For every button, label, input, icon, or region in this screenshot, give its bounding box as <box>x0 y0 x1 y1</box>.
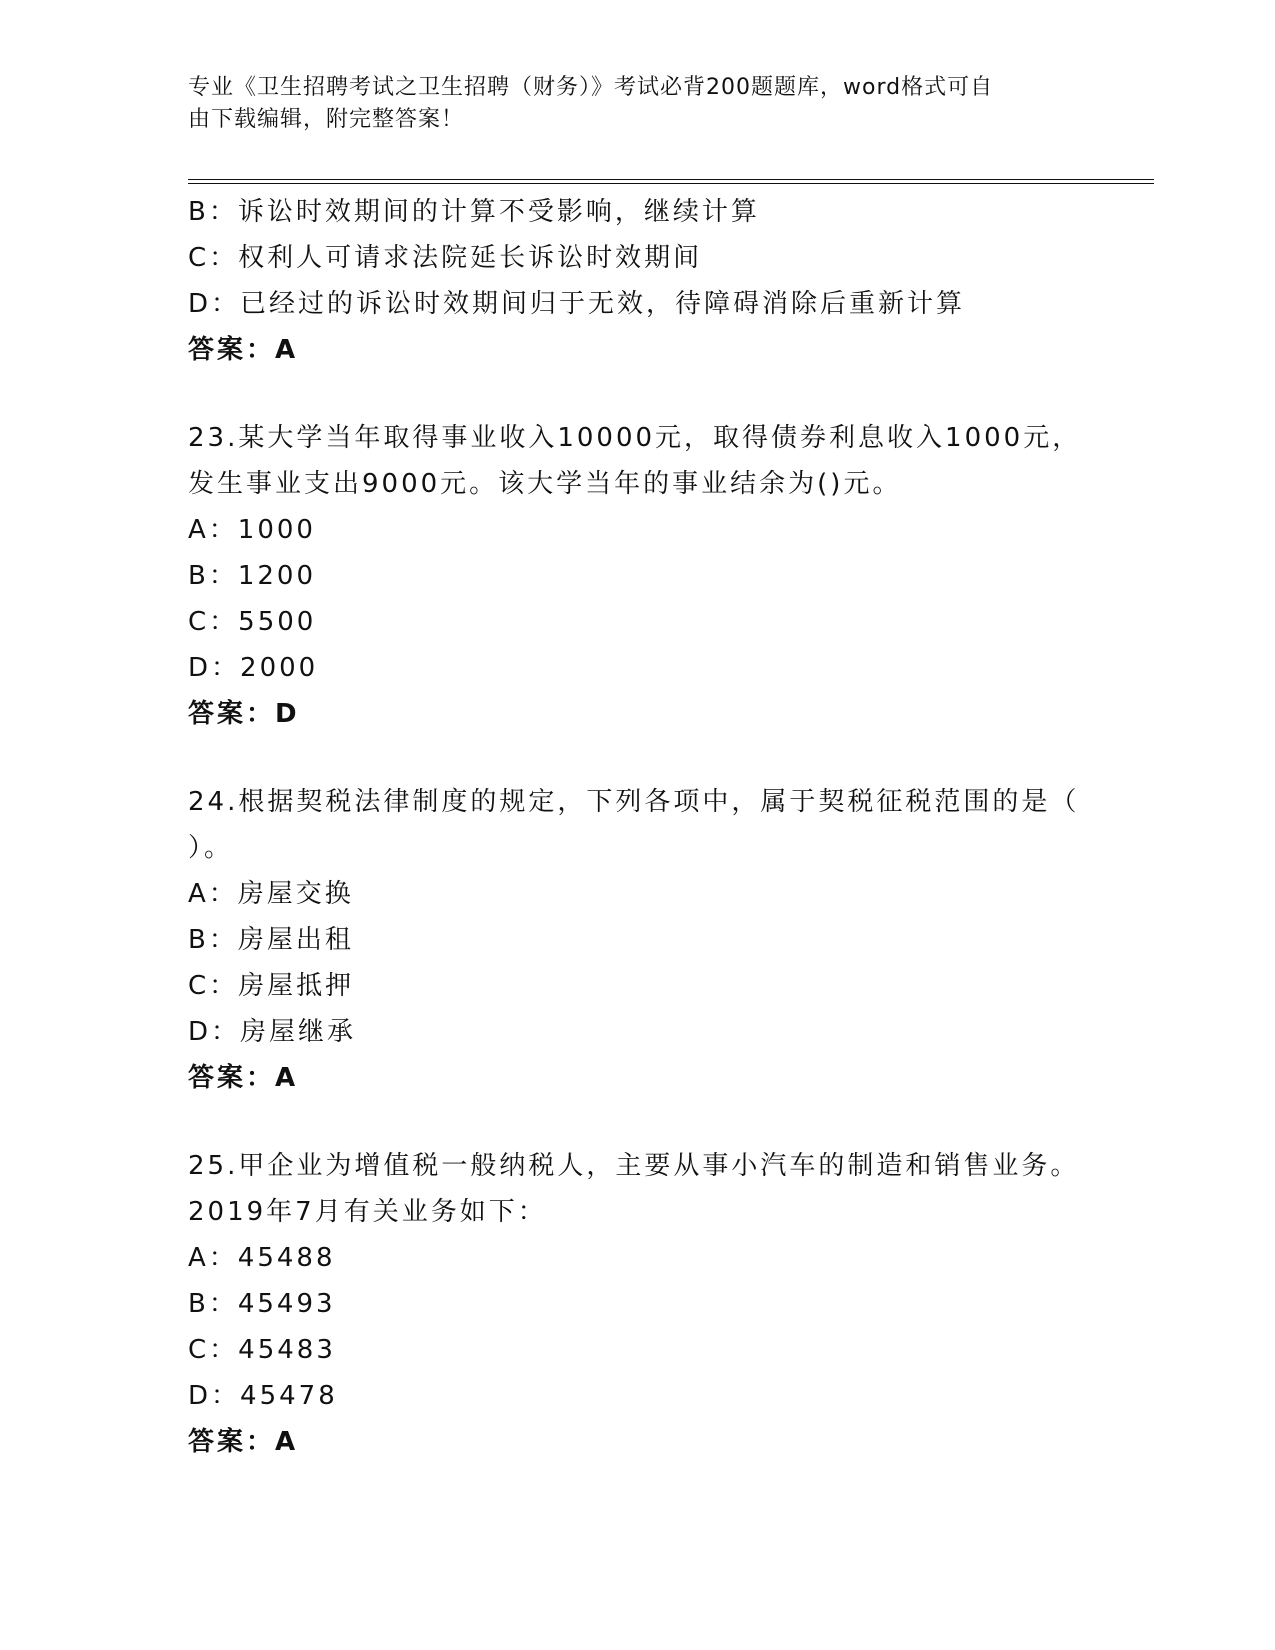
option-d: D：房屋继承 <box>188 1017 357 1047</box>
document-header <box>188 72 1088 136</box>
question-25 <box>188 1143 1088 1465</box>
question-text-line: 2019年7月有关业务如下： <box>188 1197 547 1227</box>
option-b: B：房屋出租 <box>188 925 354 955</box>
option-b: B：诉讼时效期间的计算不受影响，继续计算 <box>188 197 760 227</box>
question-text-line: 发生事业支出9000元。该大学当年的事业结余为()元。 <box>188 469 902 499</box>
option-c: C：45483 <box>188 1335 336 1365</box>
header-divider-top <box>188 179 1154 180</box>
question-23 <box>188 415 1088 737</box>
question-text-line: 24.根据契税法律制度的规定，下列各项中，属于契税征税范围的是（ <box>188 787 1080 817</box>
question-text-line: 23.某大学当年取得事业收入10000元，取得债券利息收入1000元， <box>188 423 1082 453</box>
question-text-line: ）。 <box>188 833 234 863</box>
option-d: D：2000 <box>188 653 319 683</box>
option-d: D：45478 <box>188 1381 338 1411</box>
option-b: B：1200 <box>188 561 317 591</box>
question-22-continued <box>188 189 1088 373</box>
option-c: C：权利人可请求法院延长诉讼时效期间 <box>188 243 703 273</box>
header-divider-bottom <box>188 183 1154 184</box>
header-line-1: 专业《卫生招聘考试之卫生招聘（财务）》考试必背200题题库，word格式可自 <box>188 75 994 100</box>
question-24 <box>188 779 1088 1101</box>
header-line-2: 由下载编辑，附完整答案！ <box>188 107 465 132</box>
answer-line: 答案：A <box>188 335 299 365</box>
question-list <box>188 189 1088 1465</box>
option-a: A：房屋交换 <box>188 879 354 909</box>
answer-line: 答案：A <box>188 1063 299 1093</box>
question-text-line: 25.甲企业为增值税一般纳税人，主要从事小汽车的制造和销售业务。 <box>188 1151 1080 1181</box>
option-c: C：房屋抵押 <box>188 971 355 1001</box>
answer-line: 答案：D <box>188 699 300 729</box>
option-a: A：1000 <box>188 515 316 545</box>
option-a: A：45488 <box>188 1243 336 1273</box>
option-b: B：45493 <box>188 1289 336 1319</box>
answer-line: 答案：A <box>188 1427 299 1457</box>
option-d: D：已经过的诉讼时效期间归于无效，待障碍消除后重新计算 <box>188 289 966 319</box>
option-c: C：5500 <box>188 607 317 637</box>
